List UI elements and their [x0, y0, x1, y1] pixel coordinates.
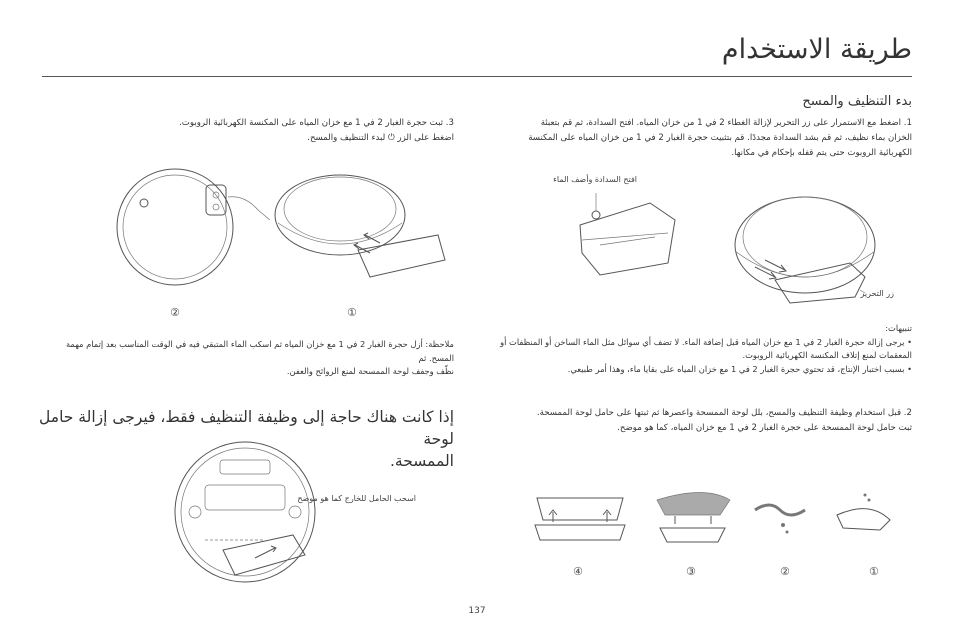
step3-line: اضغط على الزر ⏻ لبدء التنظيف والمسح.	[307, 133, 454, 143]
step1-line: الخزان بماء نظيف، ثم قم بشد السدادة مجددًا. قم بتثبيت حجرة الغبار 2 في 1 من خزان المياه على المكنسة	[528, 133, 912, 143]
step2-line: ثبت حامل لوحة الممسحة على حجرة الغبار 2 في 1 مع خزان المياه، كما هو موضح.	[617, 423, 912, 433]
step3-text	[54, 116, 454, 146]
marker-1-left: ①	[347, 306, 357, 319]
pull-holder-label: اسحب الحامل للخارج كما هو موضح	[297, 494, 416, 503]
notes-line: المعقمات لمنع إتلاف المكنسة الكهربائية الروبوت.	[742, 350, 912, 360]
step2-text	[492, 406, 912, 436]
mop-steps-illustration	[525, 480, 905, 560]
marker-3: ③	[686, 565, 696, 578]
release-button-label: زر التحرير	[860, 289, 894, 298]
step1-text	[492, 116, 912, 161]
fill-label: افتح السدادة وأضف الماء	[553, 175, 637, 184]
section-heading: بدء التنظيف والمسح	[802, 94, 912, 109]
page-number: 137	[468, 606, 486, 616]
step3-line: 3. ثبت حجرة الغبار 2 في 1 مع خزان المياه على المكنسة الكهربائية الروبوت.	[179, 118, 454, 128]
marker-4: ④	[573, 565, 583, 578]
tank-robot-illustration	[560, 185, 900, 310]
notes-title: تنبيهات:	[885, 323, 912, 333]
notes-line: • يرجى إزالة حجرة الغبار 2 في 1 مع خزان المياه قبل إضافة الماء. لا تضف أي سوائل مثل الماء الساخن أو المنظفات أو	[500, 336, 912, 347]
note-line: نظّف وجفف لوحة الممسحة لمنع الروائح والعفن.	[286, 366, 454, 376]
title-divider	[42, 76, 912, 77]
note-text	[42, 338, 454, 379]
remove-holder-illustration	[165, 440, 340, 600]
marker-2-left: ②	[170, 306, 180, 319]
big-line: الممسحة.	[389, 452, 454, 470]
big-line: إذا كانت هناك حاجة إلى وظيفة التنظيف فقط، فيرجى إزالة حامل لوحة	[39, 408, 454, 448]
install-start-illustration	[80, 165, 460, 295]
step1-line: 1. اضغط مع الاستمرار على زر التحرير لإزالة الغطاء 2 في 1 من خزان المياه. افتح السدادة، ثم قم بتعبئة	[540, 118, 912, 128]
marker-2: ②	[780, 565, 790, 578]
page-title: طريقة الاستخدام	[721, 34, 912, 65]
marker-1: ①	[869, 565, 879, 578]
note-line: ملاحظة: أزل حجرة الغبار 2 في 1 مع خزان المياه ثم اسكب الماء المتبقي فيه في الوقت المناسب بعد إتمام مهمة المسح. ثم	[65, 339, 454, 363]
step2-line: 2. قبل استخدام وظيفة التنظيف والمسح، بلل لوحة الممسحة واعصرها ثم ثبتها على حامل لوحة الممسحة.	[536, 408, 912, 418]
notes-line: • بسبب اختبار الإنتاج، قد تحتوي حجرة الغبار 2 في 1 مع خزان المياه على بقايا ماء، وهذا أمر طبيعي.	[567, 363, 912, 374]
notes	[492, 322, 912, 376]
step1-line: الكهربائية الروبوت حتى يتم قفله بإحكام في مكانها.	[731, 148, 912, 158]
